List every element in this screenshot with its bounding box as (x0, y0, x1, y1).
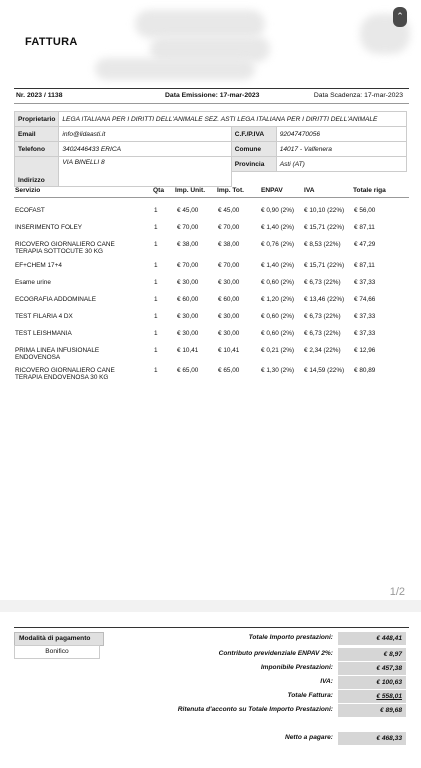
row-enpav: € 0,60 (2%) (261, 313, 295, 320)
row-total: € 37,33 (354, 313, 376, 320)
header-divider (14, 197, 409, 198)
row-service: INSERIMENTO FOLEY (15, 224, 82, 231)
page-gap (0, 600, 421, 612)
summary-divider (14, 627, 409, 628)
row-tot: € 45,00 (218, 207, 240, 214)
email-label: Email (15, 127, 59, 142)
row-iva: € 13,46 (22%) (304, 296, 345, 303)
row-qty: 1 (154, 279, 158, 286)
total-label: IVA: (320, 678, 333, 685)
invoice-page-2 (0, 612, 421, 768)
empty-cell (231, 172, 276, 187)
payment-label: Modalità di pagamento (14, 632, 104, 646)
row-iva: € 8,53 (22%) (304, 241, 341, 248)
row-total: € 47,29 (354, 241, 376, 248)
total-value: € 558,01 (338, 690, 406, 703)
total-value: € 8,97 (338, 648, 406, 661)
row-enpav: € 0,21 (2%) (261, 347, 295, 354)
row-unit: € 30,00 (177, 279, 199, 286)
comune-label: Comune (231, 142, 276, 157)
net-to-pay-label: Netto a pagare: (285, 734, 333, 741)
col-qta: Qta (153, 187, 164, 194)
owner-value: LEGA ITALIANA PER I DIRITTI DELL'ANIMALE SEZ. ASTI LEGA ITALIANA PER I DIRITTI DELL'ANIMALE (59, 112, 407, 127)
row-unit: € 10,41 (177, 347, 199, 354)
row-enpav: € 1,30 (2%) (261, 367, 295, 374)
row-service: ECOGRAFIA ADDOMINALE (15, 296, 96, 303)
row-qty: 1 (154, 262, 158, 269)
row-service: TEST LEISHMANIA (15, 330, 72, 337)
row-iva: € 15,71 (22%) (304, 262, 345, 269)
empty-cell (276, 172, 407, 187)
row-tot: € 38,00 (218, 241, 240, 248)
cf-value: 92047470056 (276, 127, 407, 142)
row-total: € 87,11 (354, 224, 375, 231)
col-enpav: ENPAV (261, 187, 283, 194)
total-value: € 89,68 (338, 704, 406, 717)
row-unit: € 65,00 (177, 367, 199, 374)
scroll-up-button[interactable]: ⌃ (393, 7, 407, 27)
total-label: Contributo previdenziale ENPAV 2%: (218, 650, 333, 657)
emission-date: Data Emissione: 17-mar-2023 (165, 92, 260, 99)
row-qty: 1 (154, 296, 158, 303)
total-label: Totale Fattura: (287, 692, 333, 699)
address-value: VIA BINELLI 8 (59, 157, 231, 187)
total-value: € 100,63 (338, 676, 406, 689)
email-value: info@lidaasti.it (59, 127, 231, 142)
total-label: Imponibile Prestazioni: (260, 664, 333, 671)
row-enpav: € 1,40 (2%) (261, 224, 295, 231)
row-qty: 1 (154, 330, 158, 337)
row-total: € 37,33 (354, 279, 376, 286)
row-iva: € 10,10 (22%) (304, 207, 345, 214)
row-unit: € 60,00 (177, 296, 199, 303)
total-value: € 457,38 (338, 662, 406, 675)
col-servizio: Servizio (15, 187, 41, 194)
client-info-table (14, 111, 407, 187)
row-qty: 1 (154, 347, 158, 354)
row-total: € 37,33 (354, 330, 376, 337)
total-label: Ritenuta d'acconto su Totale Importo Prestazioni: (177, 706, 333, 713)
row-enpav: € 0,90 (2%) (261, 207, 295, 214)
row-iva: € 14,59 (22%) (304, 367, 345, 374)
total-label: Totale Importo prestazioni: (248, 634, 333, 641)
row-iva: € 6,73 (22%) (304, 330, 341, 337)
address-label: Indirizzo (15, 157, 59, 187)
row-tot: € 30,00 (218, 330, 240, 337)
cf-label: C.F./P.IVA (231, 127, 276, 142)
row-qty: 1 (154, 367, 158, 374)
row-tot: € 30,00 (218, 313, 240, 320)
phone-label: Telefono (15, 142, 59, 157)
invoice-number: Nr. 2023 / 1138 (16, 92, 63, 99)
row-enpav: € 0,60 (2%) (261, 279, 295, 286)
row-service: Esame urine (15, 279, 51, 286)
col-imp-unit: Imp. Unit. (175, 187, 206, 194)
row-total: € 87,11 (354, 262, 375, 269)
comune-value: 14017 - Valfenera (276, 142, 407, 157)
province-value: Asti (AT) (276, 157, 407, 172)
col-totale-riga: Totale riga (353, 187, 386, 194)
row-qty: 1 (154, 224, 158, 231)
redacted-logo (95, 58, 255, 80)
province-label: Provincia (231, 157, 276, 172)
row-total: € 80,89 (354, 367, 376, 374)
row-service: TEST FILARIA 4 DX (15, 313, 73, 320)
col-iva: IVA (304, 187, 315, 194)
page-indicator: 1/2 (389, 586, 405, 598)
row-qty: 1 (154, 313, 158, 320)
row-service: ECOFAST (15, 207, 45, 214)
row-iva: € 15,71 (22%) (304, 224, 345, 231)
row-tot: € 10,41 (218, 347, 240, 354)
row-iva: € 6,73 (22%) (304, 313, 341, 320)
row-enpav: € 0,60 (2%) (261, 330, 295, 337)
row-unit: € 30,00 (177, 330, 199, 337)
row-service: EF+CHEM 17+4 (15, 262, 62, 269)
row-unit: € 70,00 (177, 224, 199, 231)
row-qty: 1 (154, 241, 158, 248)
row-service: PRIMA LINEA INFUSIONALE ENDOVENOSA (15, 347, 100, 361)
row-enpav: € 0,76 (2%) (261, 241, 295, 248)
row-tot: € 60,00 (218, 296, 240, 303)
col-imp-tot: Imp. Tot. (217, 187, 244, 194)
expiry-date: Data Scadenza: 17-mar-2023 (313, 92, 403, 99)
row-total: € 56,00 (354, 207, 376, 214)
row-unit: € 70,00 (177, 262, 199, 269)
redacted-logo (135, 10, 265, 38)
row-unit: € 38,00 (177, 241, 199, 248)
total-value: € 448,41 (338, 632, 406, 645)
row-tot: € 65,00 (218, 367, 240, 374)
row-tot: € 70,00 (218, 224, 240, 231)
row-iva: € 2,34 (22%) (304, 347, 341, 354)
row-tot: € 30,00 (218, 279, 240, 286)
invoice-title: FATTURA (25, 36, 78, 48)
row-unit: € 45,00 (177, 207, 199, 214)
row-unit: € 30,00 (177, 313, 199, 320)
row-total: € 74,66 (354, 296, 376, 303)
invoice-meta-bar (14, 88, 409, 104)
payment-value: Bonifico (14, 645, 100, 659)
row-qty: 1 (154, 207, 158, 214)
phone-value: 3402446433 ERICA (59, 142, 231, 157)
row-iva: € 6,73 (22%) (304, 279, 341, 286)
row-total: € 12,96 (354, 347, 376, 354)
row-service: RICOVERO GIORNALIERO CANE TERAPIA SOTTOCUTE 30 KG (15, 241, 115, 255)
owner-label: Proprietario (15, 112, 59, 127)
net-to-pay-value: € 468,33 (338, 732, 406, 745)
row-service: RICOVERO GIORNALIERO CANE TERAPIA ENDOVENOSA 30 KG (15, 367, 115, 381)
row-tot: € 70,00 (218, 262, 240, 269)
row-enpav: € 1,20 (2%) (261, 296, 295, 303)
row-enpav: € 1,40 (2%) (261, 262, 295, 269)
